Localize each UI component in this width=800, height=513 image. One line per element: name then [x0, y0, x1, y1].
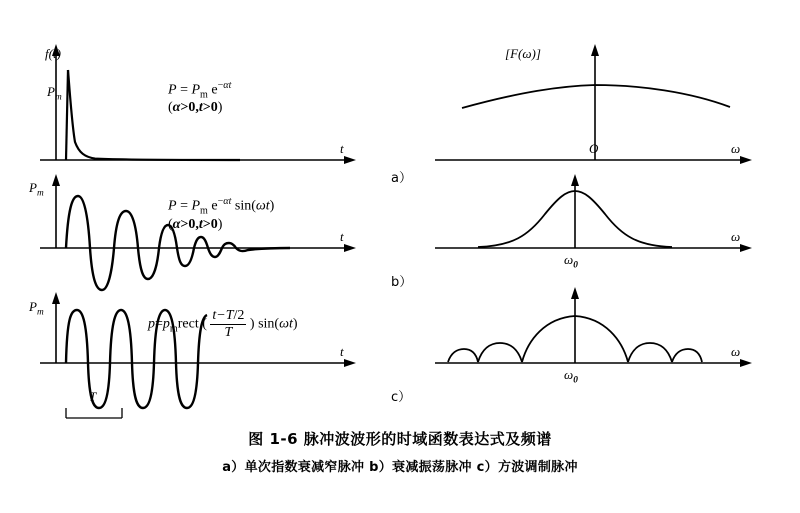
panel-a-freq-y-axis-label: [F(ω)] [505, 46, 541, 61]
panel-c-amplitude-label: $P_m$ [29, 299, 44, 318]
panel-a-equation-line1: $P = P_m$ $e^{-\alpha t}$ [168, 80, 232, 101]
panel-a-x-axis-label: t [340, 141, 344, 156]
panel-c-side-lobe-right-2 [672, 349, 702, 362]
panel-c-x-axis-label: t [340, 344, 344, 359]
panel-b-freq-center-label: $\omega_0$ [564, 252, 578, 271]
caption-subtitle: a）单次指数衰减窄脉冲 b）衰减振荡脉冲 c）方波调制脉冲 [222, 460, 578, 475]
panel-b-time-x-axis [40, 244, 356, 252]
panel-b-freq-y-axis [571, 174, 579, 248]
panel-c-equation-line1: $p=p_mrect$ ( $\frac{t-T/2}{T}$ ) sin(ωt) [148, 308, 298, 340]
panel-a-equation-line2: (α>0,t>0) [168, 100, 223, 115]
panel-a-pulse-rise [66, 70, 68, 160]
panel-b-amplitude-label: $P_m$ [29, 180, 44, 199]
panel-b-equation-line2: (α>0,t>0) [168, 217, 223, 232]
panel-a-amplitude-label: $P_m$ [47, 84, 62, 103]
panel-c-side-lobe-right-1 [628, 343, 672, 362]
panel-b-time-y-axis [52, 174, 60, 248]
figure-caption [0, 428, 800, 475]
panel-a-freq-x-axis-label: ω [731, 141, 741, 156]
panel-b-x-axis-label: t [340, 229, 344, 244]
panel-b-letter: b） [391, 275, 413, 290]
panel-a-y-axis-label: f(t) [45, 46, 61, 61]
panel-b-freq-x-axis [435, 244, 752, 252]
panel-c-width-bracket [66, 408, 122, 418]
panel-c-side-lobe-left-1 [478, 343, 522, 362]
panel-c-freq-x-axis-label: ω [731, 344, 741, 359]
panel-c-width-label: T [89, 389, 97, 404]
panel-a-freq-origin-label: O [589, 141, 599, 156]
panel-a-letter: a） [391, 171, 412, 186]
panel-c-letter: c） [391, 390, 412, 405]
panel-b-freq-x-axis-label: ω [731, 229, 741, 244]
panel-c-freq-center-label: $\omega_0$ [564, 367, 578, 386]
caption-title: 图 1-6 脉冲波波形的时域函数表达式及频谱 [248, 430, 552, 448]
panel-c-side-lobe-left-2 [448, 349, 478, 362]
panel-c-freq-y-axis [571, 287, 579, 363]
panel-c-time-y-axis [52, 292, 60, 363]
panel-b-equation-line1: $P = P_m$ $e^{-\alpha t}$ sin(ωt) [168, 196, 275, 217]
panel-a-spectrum-curve [462, 85, 730, 108]
panel-a-freq-x-axis [435, 156, 752, 164]
panel-c-freq-x-axis [435, 359, 752, 367]
